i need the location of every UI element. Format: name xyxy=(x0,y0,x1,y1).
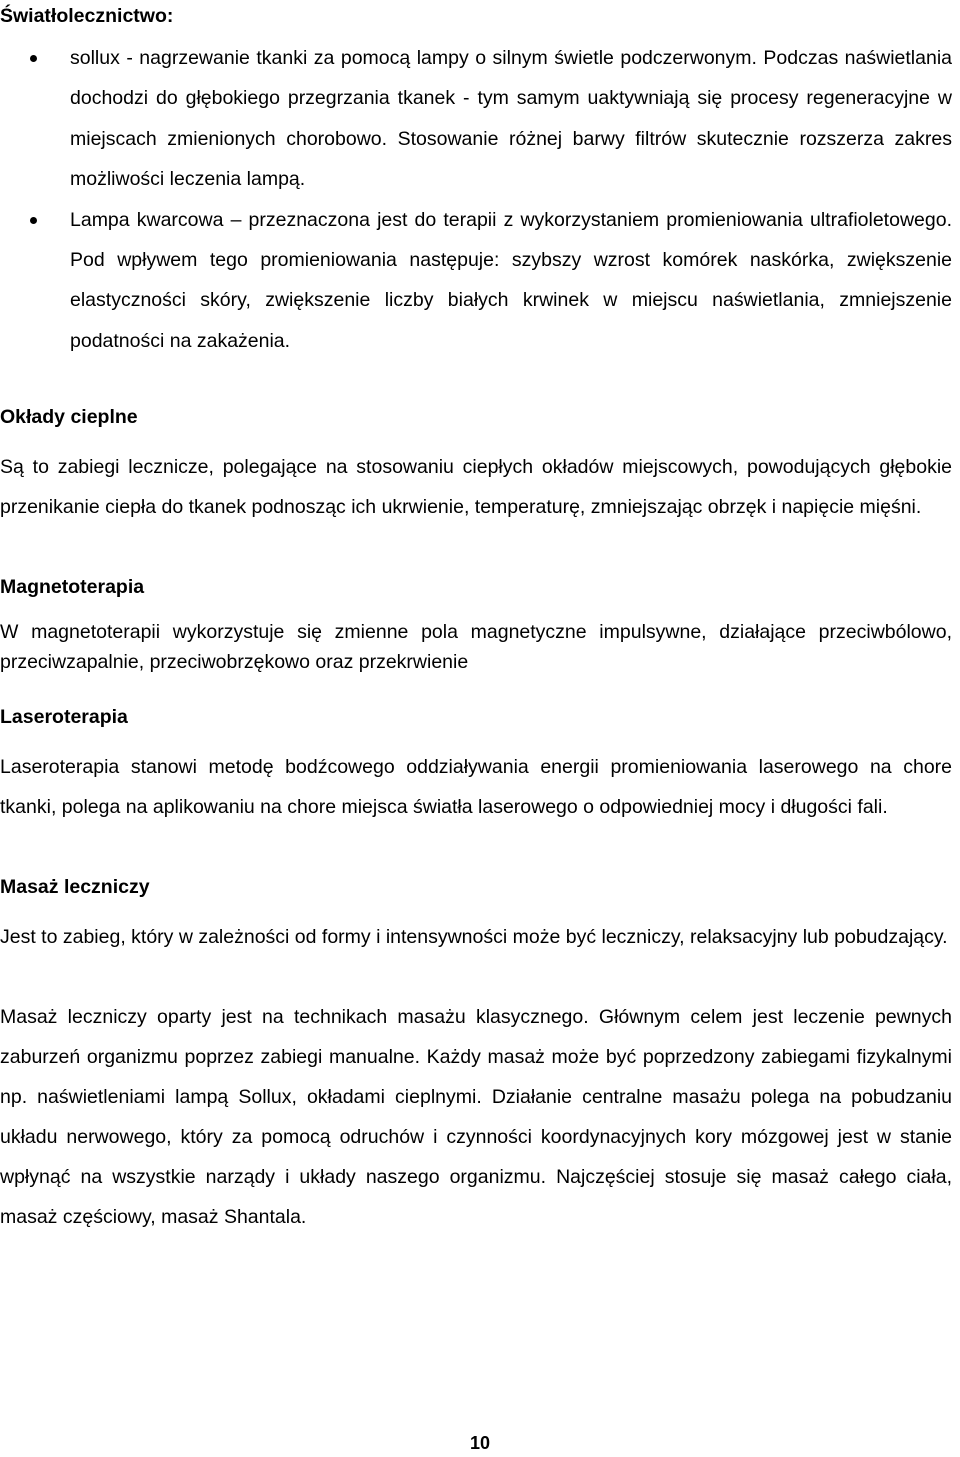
section-heading-laseroterapia: Laseroterapia xyxy=(0,706,128,728)
list-item xyxy=(0,200,952,362)
paragraph-laseroterapia: Laseroterapia stanowi metodę bodźcowego oddziaływania energii promieniowania laserowego na chore tkanki, polega na aplikowaniu na chore miejsca światła laserowego o odpowiedniej mocy i długości fali. xyxy=(0,756,952,818)
paragraph-magnetoterapia: W magnetoterapii wykorzystuje się zmienne pola magnetyczne impulsywne, działające przeciwbólowo, przeciwzapalnie, przeciwobrzękowo oraz przekrwienie xyxy=(0,621,952,673)
section-heading-magnetoterapia: Magnetoterapia xyxy=(0,576,145,598)
paragraph-oklady: Są to zabiegi lecznicze, polegające na stosowaniu ciepłych okładów miejscowych, powodujących głębokie przenikanie ciepła do tkanek podnosząc ich ukrwienie, temperaturę, zmniejszając obrzęk i napięcie mięśni. xyxy=(0,456,952,518)
list-item-text: Lampa kwarcowa – przeznaczona jest do terapii z wykorzystaniem promieniowania ultrafioletowego. Pod wpływem tego promieniowania następuje: szybszy wzrost komórek naskórka, zwiększenie elastyczności skóry, zwiększenie liczby białych krwinek w miejscu naświetlania, zmniejszenie podatności na zakażenia. xyxy=(70,208,952,352)
paragraph-masaz-details: Masaż leczniczy oparty jest na technikach masażu klasycznego. Głównym celem jest leczenie pewnych zaburzeń organizmu poprzez zabiegi manualne. Każdy masaż może być poprzedzony zabiegami fizykalnymi np. naświetleniami lampą Sollux, okładami cieplnymi. Działanie centralne masażu polega na pobudzaniu układu nerwowego, który za pomocą odruchów i czynności koordynacyjnych kory mózgowej jest w stanie wpłynąć na wszystkie narządy i układy naszego organizmu. Najczęściej stosuje się masaż całego ciała, masaż częściowy, masaż Shantala. xyxy=(0,1006,952,1228)
page-number: 10 xyxy=(469,1433,491,1453)
section-heading-masaz: Masaż leczniczy xyxy=(0,876,150,898)
section-heading-swiatlolecznictwo: Światłolecznictwo: xyxy=(0,5,174,27)
list-item xyxy=(0,38,952,200)
paragraph-masaz-intro: Jest to zabieg, który w zależności od formy i intensywności może być leczniczy, relaksacyjny lub pobudzający. xyxy=(0,926,948,948)
section-heading-oklady: Okłady cieplne xyxy=(0,406,138,428)
bullet-icon xyxy=(30,217,37,224)
bullet-list xyxy=(0,38,952,361)
list-item-text: sollux - nagrzewanie tkanki za pomocą lampy o silnym świetle podczerwonym. Podczas naświetlania dochodzi do głębokiego przegrzania tkanek - tym samym uaktywniają się procesy regeneracyjne w miejscach zmienionych chorobowo. Stosowanie różnej barwy filtrów skutecznie rozszerza zakres możliwości leczenia lampą. xyxy=(70,47,952,191)
bullet-icon xyxy=(30,55,37,62)
